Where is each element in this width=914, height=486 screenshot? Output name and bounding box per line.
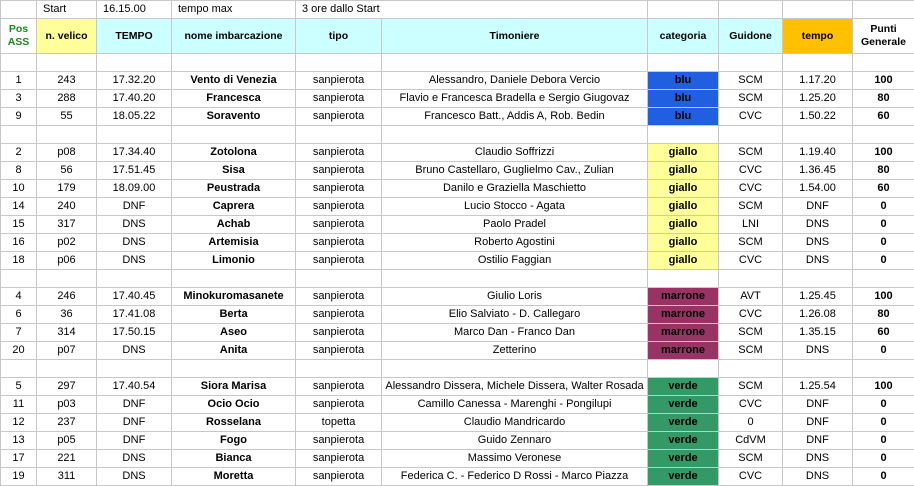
cell-arrivo: DNS [97, 450, 172, 468]
empty-cell [37, 54, 97, 72]
cell-velico: p03 [37, 396, 97, 414]
cell-timoniere: Alessandro Dissera, Michele Dissera, Walter Rosada [382, 378, 648, 396]
header-tempo: tempo [783, 19, 853, 54]
cell-arrivo: 17.40.20 [97, 90, 172, 108]
cell-tempo: DNS [783, 450, 853, 468]
cell-tempo: DNS [783, 252, 853, 270]
table-row [1, 378, 914, 396]
cell-punti: 80 [853, 162, 914, 180]
cell-tipo: sanpierota [296, 108, 382, 126]
cell-tempo: 1.25.20 [783, 90, 853, 108]
table-row [1, 90, 914, 108]
empty-cell [172, 270, 296, 288]
cell-timoniere: Roberto Agostini [382, 234, 648, 252]
cell-pos: 3 [1, 90, 37, 108]
header-pos: Pos ASS [1, 19, 37, 54]
cell-categoria: verde [648, 450, 719, 468]
cell-categoria: giallo [648, 252, 719, 270]
cell-tipo: sanpierota [296, 252, 382, 270]
empty-cell [783, 270, 853, 288]
cell-arrivo: 17.32.20 [97, 72, 172, 90]
header-row [1, 19, 914, 54]
cell-tempo: 1.54.00 [783, 180, 853, 198]
empty-cell [853, 270, 914, 288]
cell-boat-name: Fogo [172, 432, 296, 450]
cell-pos: 13 [1, 432, 37, 450]
cell-pos: 14 [1, 198, 37, 216]
cell-guidone: CVC [719, 108, 783, 126]
cell-tipo: sanpierota [296, 198, 382, 216]
empty-cell [783, 1, 853, 19]
cell-velico: 221 [37, 450, 97, 468]
cell-tempo: 1.19.40 [783, 144, 853, 162]
cell-tempo: DNF [783, 396, 853, 414]
empty-cell [382, 54, 648, 72]
cell-arrivo: DNS [97, 252, 172, 270]
cell-categoria: blu [648, 72, 719, 90]
table-row [1, 450, 914, 468]
cell-punti: 60 [853, 180, 914, 198]
tempo-max-label: tempo max [172, 1, 296, 19]
group-spacer-row [1, 270, 914, 288]
cell-arrivo: 17.41.08 [97, 306, 172, 324]
cell-timoniere: Elio Salviato - D. Callegaro [382, 306, 648, 324]
cell-timoniere: Marco Dan - Franco Dan [382, 324, 648, 342]
table-row [1, 324, 914, 342]
cell-timoniere: Ostilio Faggian [382, 252, 648, 270]
cell-guidone: SCM [719, 234, 783, 252]
empty-cell [853, 54, 914, 72]
table-row [1, 252, 914, 270]
cell-pos: 18 [1, 252, 37, 270]
empty-cell [719, 54, 783, 72]
cell-tempo: DNS [783, 216, 853, 234]
empty-cell [296, 54, 382, 72]
empty-cell [296, 126, 382, 144]
cell-tempo: 1.26.08 [783, 306, 853, 324]
cell-tempo: DNS [783, 234, 853, 252]
cell-pos: 1 [1, 72, 37, 90]
cell-tipo: sanpierota [296, 234, 382, 252]
table-row [1, 162, 914, 180]
cell-guidone: 0 [719, 414, 783, 432]
cell-boat-name: Achab [172, 216, 296, 234]
empty-cell [172, 126, 296, 144]
table-row [1, 432, 914, 450]
table-row [1, 342, 914, 360]
cell-tipo: sanpierota [296, 468, 382, 486]
cell-punti: 100 [853, 288, 914, 306]
cell-pos: 16 [1, 234, 37, 252]
cell-punti: 0 [853, 450, 914, 468]
empty-cell [382, 360, 648, 378]
cell-velico: 246 [37, 288, 97, 306]
empty-cell [296, 360, 382, 378]
cell-categoria: blu [648, 90, 719, 108]
cell-guidone: CVC [719, 468, 783, 486]
cell-timoniere: Zetterino [382, 342, 648, 360]
cell-arrivo: DNS [97, 234, 172, 252]
empty-cell [1, 270, 37, 288]
cell-tipo: sanpierota [296, 216, 382, 234]
cell-timoniere: Guido Zennaro [382, 432, 648, 450]
empty-cell [37, 360, 97, 378]
cell-categoria: giallo [648, 162, 719, 180]
cell-boat-name: Vento di Venezia [172, 72, 296, 90]
cell-arrivo: 18.09.00 [97, 180, 172, 198]
cell-velico: p06 [37, 252, 97, 270]
cell-guidone: CVC [719, 162, 783, 180]
start-label: Start [37, 1, 97, 19]
header-punti: Punti Generale [853, 19, 914, 54]
cell-boat-name: Bianca [172, 450, 296, 468]
cell-guidone: CdVM [719, 432, 783, 450]
header-timoniere: Timoniere [382, 19, 648, 54]
cell-punti: 60 [853, 324, 914, 342]
cell-velico: 311 [37, 468, 97, 486]
cell-velico: 55 [37, 108, 97, 126]
cell-boat-name: Zotolona [172, 144, 296, 162]
cell-tipo: sanpierota [296, 162, 382, 180]
empty-cell [853, 126, 914, 144]
cell-categoria: verde [648, 396, 719, 414]
cell-punti: 0 [853, 468, 914, 486]
cell-punti: 100 [853, 378, 914, 396]
cell-guidone: CVC [719, 396, 783, 414]
table-row [1, 144, 914, 162]
cell-tempo: DNS [783, 342, 853, 360]
cell-tipo: sanpierota [296, 180, 382, 198]
cell-categoria: blu [648, 108, 719, 126]
cell-tempo: DNF [783, 432, 853, 450]
cell-pos: 7 [1, 324, 37, 342]
table-row [1, 288, 914, 306]
cell-velico: 243 [37, 72, 97, 90]
cell-boat-name: Siora Marisa [172, 378, 296, 396]
empty-cell [97, 54, 172, 72]
empty-cell [853, 360, 914, 378]
cell-punti: 100 [853, 72, 914, 90]
cell-guidone: SCM [719, 144, 783, 162]
cell-arrivo: 18.05.22 [97, 108, 172, 126]
cell-tipo: sanpierota [296, 396, 382, 414]
cell-velico: p08 [37, 144, 97, 162]
cell-boat-name: Aseo [172, 324, 296, 342]
cell-guidone: AVT [719, 288, 783, 306]
empty-cell [37, 270, 97, 288]
cell-guidone: CVC [719, 306, 783, 324]
group-spacer-row [1, 54, 914, 72]
cell-tempo: DNF [783, 198, 853, 216]
cell-arrivo: DNS [97, 468, 172, 486]
cell-punti: 100 [853, 144, 914, 162]
cell-tipo: sanpierota [296, 306, 382, 324]
cell-arrivo: DNF [97, 198, 172, 216]
cell-categoria: giallo [648, 216, 719, 234]
empty-cell [783, 126, 853, 144]
cell-guidone: SCM [719, 342, 783, 360]
header-velico: n. velico [37, 19, 97, 54]
cell-timoniere: Federica C. - Federico D Rossi - Marco Piazza [382, 468, 648, 486]
cell-tempo: 1.17.20 [783, 72, 853, 90]
cell-tipo: topetta [296, 414, 382, 432]
cell-boat-name: Anita [172, 342, 296, 360]
cell-guidone: LNI [719, 216, 783, 234]
start-time: 16.15.00 [97, 1, 172, 19]
cell-pos: 2 [1, 144, 37, 162]
group-spacer-row [1, 360, 914, 378]
empty-cell [719, 1, 783, 19]
empty-cell [783, 360, 853, 378]
empty-cell [382, 126, 648, 144]
cell-categoria: verde [648, 378, 719, 396]
cell-guidone: CVC [719, 180, 783, 198]
cell-guidone: SCM [719, 90, 783, 108]
cell-guidone: SCM [719, 324, 783, 342]
empty-cell [648, 270, 719, 288]
cell-arrivo: DNF [97, 396, 172, 414]
cell-boat-name: Moretta [172, 468, 296, 486]
cell-boat-name: Francesca [172, 90, 296, 108]
cell-guidone: SCM [719, 72, 783, 90]
table-row [1, 72, 914, 90]
cell-punti: 80 [853, 306, 914, 324]
cell-punti: 0 [853, 342, 914, 360]
cell-tipo: sanpierota [296, 432, 382, 450]
cell-velico: p07 [37, 342, 97, 360]
empty-cell [1, 54, 37, 72]
cell-categoria: giallo [648, 180, 719, 198]
cell-punti: 80 [853, 90, 914, 108]
table-row [1, 108, 914, 126]
cell-velico: 297 [37, 378, 97, 396]
cell-punti: 0 [853, 198, 914, 216]
cell-categoria: marrone [648, 324, 719, 342]
cell-timoniere: Flavio e Francesca Bradella e Sergio Giugovaz [382, 90, 648, 108]
cell-timoniere: Claudio Soffrizzi [382, 144, 648, 162]
cell-pos: 11 [1, 396, 37, 414]
header-guidone: Guidone [719, 19, 783, 54]
header-categoria: categoria [648, 19, 719, 54]
cell-categoria: marrone [648, 288, 719, 306]
cell-arrivo: DNS [97, 342, 172, 360]
group-spacer-row [1, 126, 914, 144]
cell-boat-name: Rosselana [172, 414, 296, 432]
table-row [1, 180, 914, 198]
empty-cell [97, 270, 172, 288]
empty-cell [648, 360, 719, 378]
cell-tempo: 1.36.45 [783, 162, 853, 180]
cell-guidone: SCM [719, 450, 783, 468]
cell-tempo: 1.25.45 [783, 288, 853, 306]
table-row [1, 414, 914, 432]
cell-velico: p02 [37, 234, 97, 252]
cell-velico: 237 [37, 414, 97, 432]
header-nome: nome imbarcazione [172, 19, 296, 54]
empty-cell [296, 270, 382, 288]
empty-cell [172, 54, 296, 72]
tempo-max-value: 3 ore dallo Start [296, 1, 648, 19]
cell-boat-name: Artemisia [172, 234, 296, 252]
cell-boat-name: Ocio Ocio [172, 396, 296, 414]
empty-cell [97, 126, 172, 144]
cell-boat-name: Berta [172, 306, 296, 324]
cell-categoria: giallo [648, 198, 719, 216]
empty-cell [172, 360, 296, 378]
cell-arrivo: 17.50.15 [97, 324, 172, 342]
cell-tipo: sanpierota [296, 342, 382, 360]
empty-cell [382, 270, 648, 288]
cell-timoniere: Bruno Castellaro, Guglielmo Cav., Zulian [382, 162, 648, 180]
cell-pos: 15 [1, 216, 37, 234]
cell-guidone: SCM [719, 378, 783, 396]
cell-tempo: DNF [783, 414, 853, 432]
cell-tempo: 1.50.22 [783, 108, 853, 126]
cell-tipo: sanpierota [296, 450, 382, 468]
cell-punti: 0 [853, 432, 914, 450]
cell-pos: 9 [1, 108, 37, 126]
table-row [1, 468, 914, 486]
cell-timoniere: Camillo Canessa - Marenghi - Pongilupi [382, 396, 648, 414]
header-tempo-arrivo: TEMPO [97, 19, 172, 54]
table-row [1, 306, 914, 324]
meta-row [1, 1, 914, 19]
cell-tipo: sanpierota [296, 288, 382, 306]
cell-categoria: verde [648, 468, 719, 486]
cell-velico: 179 [37, 180, 97, 198]
cell-pos: 12 [1, 414, 37, 432]
cell-pos: 17 [1, 450, 37, 468]
cell-timoniere: Claudio Mandricardo [382, 414, 648, 432]
cell-velico: 288 [37, 90, 97, 108]
cell-velico: 36 [37, 306, 97, 324]
cell-punti: 0 [853, 414, 914, 432]
table-row [1, 396, 914, 414]
cell-arrivo: 17.40.45 [97, 288, 172, 306]
cell-punti: 60 [853, 108, 914, 126]
empty-cell [719, 270, 783, 288]
cell-tempo: DNS [783, 468, 853, 486]
cell-timoniere: Massimo Veronese [382, 450, 648, 468]
cell-punti: 0 [853, 216, 914, 234]
cell-boat-name: Sisa [172, 162, 296, 180]
cell-boat-name: Caprera [172, 198, 296, 216]
cell-pos: 19 [1, 468, 37, 486]
cell-guidone: CVC [719, 252, 783, 270]
cell-arrivo: DNF [97, 432, 172, 450]
empty-cell [719, 126, 783, 144]
table-row [1, 216, 914, 234]
cell-tipo: sanpierota [296, 378, 382, 396]
cell-punti: 0 [853, 234, 914, 252]
cell-pos: 6 [1, 306, 37, 324]
empty-cell [37, 126, 97, 144]
cell-timoniere: Lucio Stocco - Agata [382, 198, 648, 216]
cell-arrivo: 17.51.45 [97, 162, 172, 180]
cell-timoniere: Alessandro, Daniele Debora Vercio [382, 72, 648, 90]
cell-tempo: 1.35.15 [783, 324, 853, 342]
cell-boat-name: Soravento [172, 108, 296, 126]
cell-boat-name: Limonio [172, 252, 296, 270]
cell-tempo: 1.25.54 [783, 378, 853, 396]
empty-cell [648, 54, 719, 72]
cell-velico: 317 [37, 216, 97, 234]
cell-categoria: verde [648, 414, 719, 432]
cell-timoniere: Danilo e Graziella Maschietto [382, 180, 648, 198]
table-row [1, 234, 914, 252]
cell-categoria: verde [648, 432, 719, 450]
cell-arrivo: DNF [97, 414, 172, 432]
cell-timoniere: Giulio Loris [382, 288, 648, 306]
table-row [1, 198, 914, 216]
cell-timoniere: Paolo Pradel [382, 216, 648, 234]
cell-velico: 314 [37, 324, 97, 342]
cell-arrivo: 17.34.40 [97, 144, 172, 162]
empty-cell [97, 360, 172, 378]
empty-cell [1, 1, 37, 19]
cell-timoniere: Francesco Batt., Addis A, Rob. Bedin [382, 108, 648, 126]
cell-pos: 4 [1, 288, 37, 306]
cell-boat-name: Minokuromasanete [172, 288, 296, 306]
empty-cell [783, 54, 853, 72]
empty-cell [648, 126, 719, 144]
cell-pos: 10 [1, 180, 37, 198]
cell-tipo: sanpierota [296, 72, 382, 90]
cell-velico: 56 [37, 162, 97, 180]
cell-tipo: sanpierota [296, 144, 382, 162]
cell-categoria: marrone [648, 306, 719, 324]
cell-categoria: giallo [648, 144, 719, 162]
cell-tipo: sanpierota [296, 90, 382, 108]
cell-categoria: giallo [648, 234, 719, 252]
cell-tipo: sanpierota [296, 324, 382, 342]
cell-pos: 20 [1, 342, 37, 360]
cell-velico: p05 [37, 432, 97, 450]
cell-pos: 5 [1, 378, 37, 396]
empty-cell [1, 360, 37, 378]
empty-cell [648, 1, 719, 19]
empty-cell [853, 1, 914, 19]
cell-arrivo: DNS [97, 216, 172, 234]
cell-punti: 0 [853, 252, 914, 270]
cell-punti: 0 [853, 396, 914, 414]
cell-categoria: marrone [648, 342, 719, 360]
header-tipo: tipo [296, 19, 382, 54]
cell-arrivo: 17.40.54 [97, 378, 172, 396]
cell-velico: 240 [37, 198, 97, 216]
empty-cell [1, 126, 37, 144]
cell-guidone: SCM [719, 198, 783, 216]
empty-cell [719, 360, 783, 378]
cell-boat-name: Peustrada [172, 180, 296, 198]
cell-pos: 8 [1, 162, 37, 180]
